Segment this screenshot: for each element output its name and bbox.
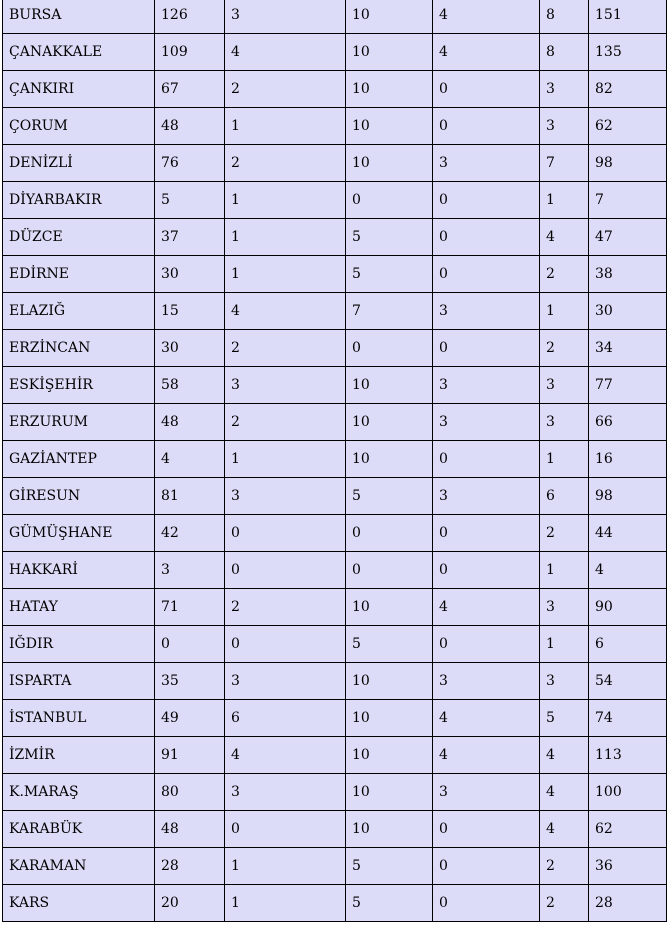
value-cell: 35 (155, 663, 225, 700)
value-cell: 48 (155, 811, 225, 848)
value-cell: 48 (155, 108, 225, 145)
value-cell: 48 (155, 404, 225, 441)
value-cell: 2 (225, 404, 346, 441)
value-cell: 3 (433, 774, 540, 811)
value-cell: 10 (346, 0, 433, 34)
value-cell: 66 (589, 404, 667, 441)
value-cell: 90 (589, 589, 667, 626)
value-cell: 4 (540, 219, 589, 256)
table-row (3, 145, 667, 182)
value-cell: 5 (346, 626, 433, 663)
value-cell: 28 (155, 848, 225, 885)
value-cell: 62 (589, 811, 667, 848)
value-cell: 58 (155, 367, 225, 404)
value-cell: 135 (589, 34, 667, 71)
value-cell: 49 (155, 700, 225, 737)
table-row (3, 700, 667, 737)
table-row (3, 589, 667, 626)
province-cell: GÜMÜŞHANE (3, 515, 155, 552)
table-row (3, 737, 667, 774)
value-cell: 8 (540, 0, 589, 34)
value-cell: 10 (346, 811, 433, 848)
province-cell: KARAMAN (3, 848, 155, 885)
value-cell: 3 (433, 478, 540, 515)
value-cell: 1 (225, 219, 346, 256)
table-row (3, 108, 667, 145)
value-cell: 10 (346, 589, 433, 626)
value-cell: 1 (540, 552, 589, 589)
value-cell: 3 (225, 0, 346, 34)
value-cell: 3 (540, 589, 589, 626)
value-cell: 2 (540, 515, 589, 552)
table-row (3, 478, 667, 515)
province-cell: ISPARTA (3, 663, 155, 700)
value-cell: 16 (589, 441, 667, 478)
value-cell: 126 (155, 0, 225, 34)
province-cell: GİRESUN (3, 478, 155, 515)
value-cell: 30 (155, 256, 225, 293)
value-cell: 100 (589, 774, 667, 811)
value-cell: 151 (589, 0, 667, 34)
value-cell: 0 (433, 441, 540, 478)
value-cell: 30 (589, 293, 667, 330)
province-cell: DÜZCE (3, 219, 155, 256)
table-body (3, 0, 667, 922)
value-cell: 62 (589, 108, 667, 145)
province-cell: IĞDIR (3, 626, 155, 663)
value-cell: 5 (346, 256, 433, 293)
value-cell: 0 (433, 108, 540, 145)
table-row (3, 71, 667, 108)
table-row (3, 330, 667, 367)
value-cell: 0 (433, 182, 540, 219)
value-cell: 15 (155, 293, 225, 330)
value-cell: 1 (225, 256, 346, 293)
value-cell: 4 (155, 441, 225, 478)
value-cell: 7 (540, 145, 589, 182)
value-cell: 1 (540, 626, 589, 663)
value-cell: 2 (225, 330, 346, 367)
value-cell: 0 (433, 848, 540, 885)
value-cell: 0 (346, 182, 433, 219)
value-cell: 5 (346, 478, 433, 515)
value-cell: 3 (433, 145, 540, 182)
value-cell: 28 (589, 885, 667, 922)
province-cell: HATAY (3, 589, 155, 626)
value-cell: 91 (155, 737, 225, 774)
value-cell: 3 (433, 293, 540, 330)
table-row (3, 182, 667, 219)
value-cell: 0 (155, 626, 225, 663)
table-row (3, 367, 667, 404)
value-cell: 3 (225, 774, 346, 811)
value-cell: 0 (225, 811, 346, 848)
table-row (3, 256, 667, 293)
value-cell: 98 (589, 145, 667, 182)
value-cell: 34 (589, 330, 667, 367)
value-cell: 81 (155, 478, 225, 515)
value-cell: 10 (346, 663, 433, 700)
value-cell: 0 (225, 515, 346, 552)
table-row (3, 626, 667, 663)
table-container (2, 0, 667, 922)
value-cell: 6 (540, 478, 589, 515)
value-cell: 20 (155, 885, 225, 922)
province-cell: ÇANKIRI (3, 71, 155, 108)
value-cell: 2 (540, 330, 589, 367)
table-row (3, 219, 667, 256)
value-cell: 10 (346, 34, 433, 71)
province-cell: ERZURUM (3, 404, 155, 441)
value-cell: 0 (433, 515, 540, 552)
value-cell: 0 (433, 885, 540, 922)
value-cell: 109 (155, 34, 225, 71)
value-cell: 37 (155, 219, 225, 256)
value-cell: 1 (225, 848, 346, 885)
province-cell: DENİZLİ (3, 145, 155, 182)
value-cell: 2 (540, 256, 589, 293)
value-cell: 77 (589, 367, 667, 404)
value-cell: 0 (433, 256, 540, 293)
value-cell: 0 (433, 811, 540, 848)
value-cell: 76 (155, 145, 225, 182)
province-cell: EDİRNE (3, 256, 155, 293)
value-cell: 3 (540, 404, 589, 441)
province-cell: İSTANBUL (3, 700, 155, 737)
value-cell: 3 (225, 478, 346, 515)
value-cell: 1 (540, 182, 589, 219)
value-cell: 1 (540, 293, 589, 330)
value-cell: 0 (225, 626, 346, 663)
value-cell: 2 (225, 71, 346, 108)
value-cell: 3 (155, 552, 225, 589)
value-cell: 0 (346, 552, 433, 589)
value-cell: 38 (589, 256, 667, 293)
value-cell: 2 (540, 885, 589, 922)
table-row (3, 663, 667, 700)
province-cell: ÇORUM (3, 108, 155, 145)
value-cell: 3 (433, 367, 540, 404)
value-cell: 3 (225, 367, 346, 404)
province-cell: ELAZIĞ (3, 293, 155, 330)
value-cell: 0 (225, 552, 346, 589)
value-cell: 5 (346, 219, 433, 256)
value-cell: 0 (433, 330, 540, 367)
value-cell: 82 (589, 71, 667, 108)
province-cell: DİYARBAKIR (3, 182, 155, 219)
value-cell: 4 (433, 34, 540, 71)
value-cell: 44 (589, 515, 667, 552)
value-cell: 4 (433, 0, 540, 34)
province-cell: ERZİNCAN (3, 330, 155, 367)
value-cell: 98 (589, 478, 667, 515)
value-cell: 7 (346, 293, 433, 330)
value-cell: 3 (540, 71, 589, 108)
province-cell: HAKKARİ (3, 552, 155, 589)
province-cell: ESKİŞEHİR (3, 367, 155, 404)
province-cell: KARS (3, 885, 155, 922)
value-cell: 1 (225, 108, 346, 145)
value-cell: 30 (155, 330, 225, 367)
table-row (3, 293, 667, 330)
value-cell: 3 (433, 663, 540, 700)
value-cell: 42 (155, 515, 225, 552)
table-row (3, 885, 667, 922)
value-cell: 36 (589, 848, 667, 885)
value-cell: 71 (155, 589, 225, 626)
value-cell: 10 (346, 737, 433, 774)
value-cell: 10 (346, 367, 433, 404)
value-cell: 3 (540, 367, 589, 404)
province-cell: KARABÜK (3, 811, 155, 848)
data-table (2, 0, 667, 922)
value-cell: 4 (225, 34, 346, 71)
value-cell: 0 (346, 515, 433, 552)
value-cell: 4 (589, 552, 667, 589)
value-cell: 4 (225, 293, 346, 330)
province-cell: BURSA (3, 0, 155, 34)
value-cell: 0 (433, 219, 540, 256)
value-cell: 113 (589, 737, 667, 774)
value-cell: 3 (540, 108, 589, 145)
value-cell: 0 (433, 552, 540, 589)
value-cell: 4 (433, 700, 540, 737)
value-cell: 10 (346, 700, 433, 737)
value-cell: 3 (433, 404, 540, 441)
value-cell: 1 (540, 441, 589, 478)
value-cell: 5 (346, 848, 433, 885)
table-row (3, 552, 667, 589)
value-cell: 74 (589, 700, 667, 737)
province-cell: ÇANAKKALE (3, 34, 155, 71)
value-cell: 4 (225, 737, 346, 774)
value-cell: 47 (589, 219, 667, 256)
value-cell: 2 (225, 145, 346, 182)
province-cell: İZMİR (3, 737, 155, 774)
value-cell: 10 (346, 71, 433, 108)
value-cell: 10 (346, 774, 433, 811)
value-cell: 5 (155, 182, 225, 219)
value-cell: 0 (346, 330, 433, 367)
value-cell: 80 (155, 774, 225, 811)
value-cell: 10 (346, 145, 433, 182)
value-cell: 1 (225, 182, 346, 219)
table-row (3, 0, 667, 34)
value-cell: 7 (589, 182, 667, 219)
table-row (3, 515, 667, 552)
value-cell: 4 (540, 774, 589, 811)
value-cell: 1 (225, 885, 346, 922)
table-row (3, 441, 667, 478)
province-cell: GAZİANTEP (3, 441, 155, 478)
value-cell: 2 (225, 589, 346, 626)
value-cell: 54 (589, 663, 667, 700)
table-row (3, 34, 667, 71)
value-cell: 4 (433, 589, 540, 626)
value-cell: 4 (433, 737, 540, 774)
value-cell: 10 (346, 404, 433, 441)
value-cell: 67 (155, 71, 225, 108)
value-cell: 4 (540, 737, 589, 774)
table-row (3, 848, 667, 885)
value-cell: 10 (346, 441, 433, 478)
table-row (3, 404, 667, 441)
value-cell: 0 (433, 71, 540, 108)
value-cell: 6 (589, 626, 667, 663)
value-cell: 2 (540, 848, 589, 885)
table-row (3, 811, 667, 848)
value-cell: 3 (225, 663, 346, 700)
value-cell: 10 (346, 108, 433, 145)
value-cell: 1 (225, 441, 346, 478)
table-row (3, 774, 667, 811)
value-cell: 8 (540, 34, 589, 71)
value-cell: 5 (346, 885, 433, 922)
value-cell: 3 (540, 663, 589, 700)
value-cell: 6 (225, 700, 346, 737)
province-cell: K.MARAŞ (3, 774, 155, 811)
value-cell: 5 (540, 700, 589, 737)
value-cell: 4 (540, 811, 589, 848)
value-cell: 0 (433, 626, 540, 663)
